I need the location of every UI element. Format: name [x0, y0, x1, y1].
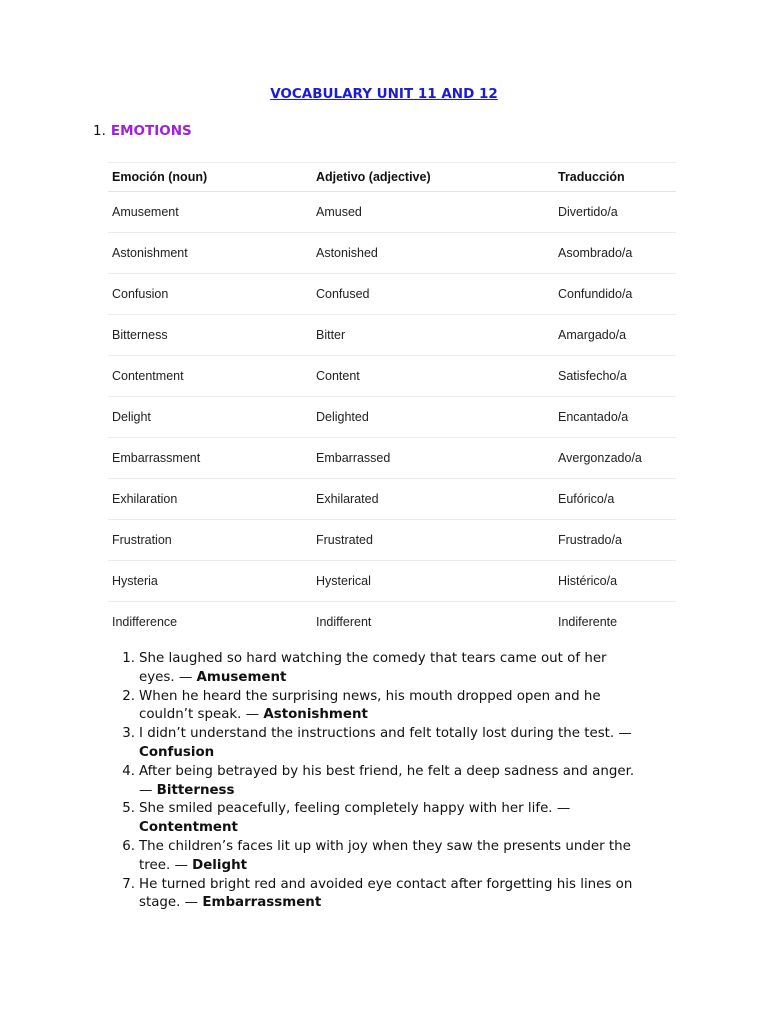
translation-cell: Histérico/a: [558, 574, 618, 588]
list-item: [122, 876, 679, 914]
adjective-cell: Amused: [316, 205, 362, 219]
translation-cell: Confundido/a: [558, 287, 633, 301]
noun-cell: Bitterness: [112, 328, 168, 342]
sentence-lead: stage. —: [139, 895, 203, 911]
adjective-cell: Embarrassed: [316, 451, 391, 465]
table-row: [108, 520, 676, 561]
table-row: [108, 274, 676, 315]
noun-cell: Amusement: [112, 205, 179, 219]
header-adjective: Adjetivo (adjective): [316, 170, 431, 184]
document-title: VOCABULARY UNIT 11 AND 12: [270, 86, 498, 102]
table-row: [108, 315, 676, 356]
answer-word: Astonishment: [263, 707, 368, 723]
list-item: [122, 650, 679, 688]
sentence-text: He turned bright red and avoided eye contact after forgetting his lines on: [139, 876, 633, 892]
item-number: 6.: [122, 838, 135, 854]
answer-word: Amusement: [196, 669, 287, 685]
item-number: 5.: [122, 801, 135, 817]
sentence-text: When he heard the surprising news, his mouth dropped open and he: [139, 688, 601, 704]
translation-cell: Eufórico/a: [558, 492, 615, 506]
adjective-cell: Exhilarated: [316, 492, 379, 506]
sentence-text: The children’s faces lit up with joy when they saw the presents under the: [139, 838, 631, 854]
noun-cell: Delight: [112, 410, 151, 424]
table-row: [108, 602, 676, 642]
adjective-cell: Content: [316, 369, 360, 383]
answer-word: Bitterness: [156, 782, 235, 798]
table-row: [108, 397, 676, 438]
item-number: 7.: [122, 876, 135, 892]
sentence-lead: —: [139, 782, 157, 798]
translation-cell: Asombrado/a: [558, 246, 633, 260]
adjective-cell: Astonished: [316, 246, 378, 260]
list-item: [122, 838, 679, 876]
table-row: [108, 356, 676, 397]
answer-word: Confusion: [139, 744, 215, 760]
adjective-cell: Frustrated: [316, 533, 373, 547]
adjective-cell: Confused: [316, 287, 370, 301]
table-row: [108, 479, 676, 520]
item-number: 4.: [122, 763, 135, 779]
section-name: EMOTIONS: [110, 123, 192, 139]
noun-cell: Exhilaration: [112, 492, 178, 506]
list-item: [122, 763, 679, 801]
answer-word: Embarrassment: [202, 895, 322, 911]
translation-cell: Satisfecho/a: [558, 369, 627, 383]
translation-cell: Frustrado/a: [558, 533, 622, 547]
noun-cell: Confusion: [112, 287, 169, 301]
translation-cell: Amargado/a: [558, 328, 627, 342]
noun-cell: Indifference: [112, 615, 178, 629]
adjective-cell: Indifferent: [316, 615, 372, 629]
section-number: 1.: [93, 123, 106, 139]
translation-cell: Divertido/a: [558, 205, 618, 219]
noun-cell: Frustration: [112, 533, 172, 547]
header-noun: Emoción (noun): [112, 170, 208, 184]
noun-cell: Contentment: [112, 369, 184, 383]
table-header-row: [108, 162, 676, 192]
adjective-cell: Hysterical: [316, 574, 371, 588]
item-number: 1.: [122, 651, 135, 666]
section-heading: [93, 123, 192, 139]
list-item: [122, 725, 679, 763]
adjective-cell: Delighted: [316, 410, 369, 424]
answer-word: Delight: [192, 857, 248, 873]
sentence-lead: eyes. —: [139, 669, 197, 685]
translation-cell: Encantado/a: [558, 410, 629, 424]
noun-cell: Astonishment: [112, 246, 188, 260]
noun-cell: Embarrassment: [112, 451, 201, 465]
sentence-text: She laughed so hard watching the comedy that tears came out of her: [139, 651, 607, 666]
noun-cell: Hysteria: [112, 574, 158, 588]
item-number: 2.: [122, 688, 135, 704]
translation-cell: Avergonzado/a: [558, 451, 642, 465]
table-row: [108, 233, 676, 274]
table-row: [108, 438, 676, 479]
answer-word: Contentment: [139, 820, 238, 836]
table-row: [108, 561, 676, 602]
header-translation: Traducción: [558, 170, 625, 184]
translation-cell: Indiferente: [558, 615, 618, 629]
sentence-lead: tree. —: [139, 857, 193, 873]
list-item: [122, 800, 679, 838]
list-item: [122, 688, 679, 726]
sentence-text: I didn’t understand the instructions and felt totally lost during the test. —: [139, 726, 632, 742]
sentence-text: She smiled peacefully, feeling completely happy with her life. —: [139, 801, 571, 817]
adjective-cell: Bitter: [316, 328, 346, 342]
item-number: 3.: [122, 726, 135, 742]
sentence-lead: couldn’t speak. —: [139, 707, 264, 723]
example-sentences-list: [122, 650, 679, 913]
sentence-text: After being betrayed by his best friend, he felt a deep sadness and anger.: [139, 763, 635, 779]
table-row: [108, 192, 676, 233]
vocabulary-table: [108, 162, 676, 642]
